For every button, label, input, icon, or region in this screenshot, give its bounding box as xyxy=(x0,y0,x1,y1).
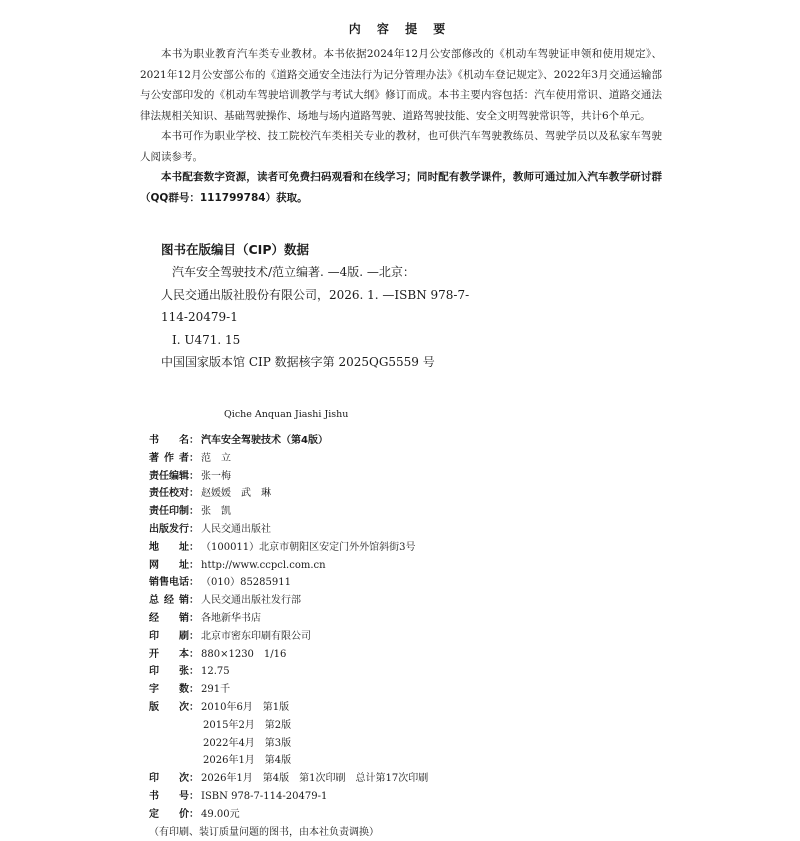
colophon-row xyxy=(149,592,428,610)
colophon-label xyxy=(149,592,199,610)
colophon-value: 12.75 xyxy=(201,666,230,678)
colophon-value: 2022年4月 第3版 xyxy=(203,737,292,749)
colophon-value: 2010年6月 第1版 xyxy=(201,701,290,713)
colophon-label-part: 次： xyxy=(179,701,199,713)
colophon-label-part: 销售电话： xyxy=(149,577,199,589)
summary-title: 内 容 提 要 xyxy=(348,22,452,36)
colophon-label-part: 印 xyxy=(149,666,159,678)
colophon-label xyxy=(149,503,199,521)
colophon-label xyxy=(149,699,199,717)
colophon-value: 范 立 xyxy=(201,452,231,464)
colophon-label-part: 版 xyxy=(149,701,159,713)
summary-paragraph: 本书可作为职业学校、技工院校汽车类相关专业的教材，也可供汽车驾驶教练员、驾驶学员以及私家车驾驶人阅读参考。 xyxy=(140,130,662,163)
colophon-label-part: 数： xyxy=(179,684,199,696)
colophon-label xyxy=(149,663,199,681)
summary-block xyxy=(140,44,662,208)
colophon-row xyxy=(149,788,428,806)
colophon-value: 2026年1月 第4版 第1次印刷 总计第17次印刷 xyxy=(201,773,429,785)
summary-paragraph: 本书为职业教育汽车类专业教材。本书依据2024年12月公安部修改的《机动车驾驶证申领和使用规定》、2021年12月公安部公布的《道路交通安全违法行为记分管理办法》《机动车登记规定》、2022年3月交通运输部与公安部印发的《机动车驾驶培训教学与考试大纲》修订而成。本书主要内容包括：汽车使用常识、道路交通法律法规相关知识、基础驾驶操作、场地与场内道路驾驶、道路驾驶技能、安全文明驾驶常识等，共计6个单元。 xyxy=(140,48,662,122)
colophon-value: 2026年1月 第4版 xyxy=(203,755,292,767)
colophon-row xyxy=(149,450,428,468)
colophon-row xyxy=(149,663,428,681)
colophon-label-part: 本： xyxy=(179,648,199,660)
colophon-value: 880×1230 1/16 xyxy=(201,648,287,660)
colophon-label-part: 张： xyxy=(179,666,199,678)
cip-line: 114-20479-1 xyxy=(161,310,238,324)
colophon-label xyxy=(149,681,199,699)
colophon-label-part: 经 xyxy=(149,612,159,624)
colophon-row xyxy=(149,574,428,592)
colophon-row xyxy=(149,717,428,735)
colophon-label-part: 印 xyxy=(149,773,159,785)
colophon-value: 人民交通出版社 xyxy=(201,523,271,535)
colophon-label-part: 号： xyxy=(179,790,199,802)
colophon-label xyxy=(149,806,199,824)
colophon-value: http://www.ccpcl.com.cn xyxy=(201,559,326,571)
colophon-row xyxy=(149,485,428,503)
cip-heading: 图书在版编目（CIP）数据 xyxy=(161,242,309,257)
colophon-row xyxy=(149,521,428,539)
colophon-label xyxy=(149,646,199,664)
colophon-label-part: 名： xyxy=(179,435,199,446)
quality-note: （有印刷、装订质量问题的图书，由本社负责调换） xyxy=(149,826,379,838)
colophon-label-part: 址： xyxy=(179,541,199,553)
colophon-row xyxy=(149,468,428,486)
colophon-table xyxy=(149,432,428,841)
colophon-label xyxy=(149,610,199,628)
colophon-row xyxy=(149,610,428,628)
cip-line: 汽车安全驾驶技术/范立编著. —4版. —北京： xyxy=(172,265,415,279)
pinyin-title: Qiche Anquan Jiashi Jishu xyxy=(224,409,349,420)
colophon-label-part: 销： xyxy=(179,595,199,607)
colophon-label xyxy=(149,521,199,539)
colophon-label-part: 责任印制： xyxy=(149,506,199,518)
colophon-value: 北京市密东印刷有限公司 xyxy=(201,630,311,642)
colophon-label xyxy=(149,788,199,806)
colophon-value: 各地新华书店 xyxy=(201,612,261,624)
colophon-label-part: 网 xyxy=(149,559,159,571)
colophon-row xyxy=(149,806,428,824)
colophon-label xyxy=(149,450,199,468)
cip-line: Ⅰ. U471. 15 xyxy=(172,332,241,347)
colophon-value: 人民交通出版社发行部 xyxy=(201,595,301,607)
colophon-value: 2015年2月 第2版 xyxy=(203,719,292,731)
colophon-value: （100011）北京市朝阳区安定门外外馆斜街3号 xyxy=(201,541,416,553)
colophon-label xyxy=(149,628,199,646)
cip-line: 中国国家版本馆 CIP 数据核字第 2025QG5559 号 xyxy=(161,355,435,369)
colophon-label-part: 次： xyxy=(179,773,199,785)
colophon-value: 张一梅 xyxy=(201,470,231,482)
cip-block xyxy=(161,261,470,374)
colophon-row xyxy=(149,681,428,699)
colophon-label xyxy=(149,432,199,450)
colophon-value: 赵媛媛 武 琳 xyxy=(201,488,271,500)
colophon-label xyxy=(149,485,199,503)
colophon-label-part: 址： xyxy=(179,559,199,571)
colophon-label-part: 者： xyxy=(179,452,199,464)
colophon-value: 汽车安全驾驶技术（第4版） xyxy=(201,435,328,446)
colophon-value: 张 凯 xyxy=(201,506,231,518)
colophon-label-part: 定 xyxy=(149,808,159,820)
colophon-label-part: 经 xyxy=(164,595,174,607)
colophon-label-part: 字 xyxy=(149,684,159,696)
colophon-label-part: 价： xyxy=(179,808,199,820)
colophon-label-part: 出版发行： xyxy=(149,523,199,535)
colophon-label-part: 书 xyxy=(149,435,159,446)
colophon-row xyxy=(149,770,428,788)
colophon-row xyxy=(149,752,428,770)
cip-line: 人民交通出版社股份有限公司，2026. 1. —ISBN 978-7- xyxy=(161,287,470,302)
colophon-row xyxy=(149,503,428,521)
digital-resources-paragraph: 本书配套数字资源，读者可免费扫码观看和在线学习；同时配有教学课件，教师可通过加入汽车教学研讨群（QQ群号：111799784）获取。 xyxy=(140,171,662,204)
colophon-label xyxy=(149,468,199,486)
colophon-label-part: 作 xyxy=(164,452,174,464)
colophon-label-part: 开 xyxy=(149,648,159,660)
colophon-label-part: 地 xyxy=(149,541,159,553)
colophon-row xyxy=(149,539,428,557)
colophon-value: ISBN 978-7-114-20479-1 xyxy=(201,790,328,802)
colophon-label-part: 责任编辑： xyxy=(149,470,199,482)
colophon-row xyxy=(149,699,428,717)
colophon-label xyxy=(149,539,199,557)
colophon-row xyxy=(149,646,428,664)
colophon-label-part: 销： xyxy=(179,612,199,624)
colophon-label-part: 刷： xyxy=(179,630,199,642)
colophon-label xyxy=(149,574,199,592)
colophon-label-part: 著 xyxy=(149,452,159,464)
colophon-label-part: 书 xyxy=(149,790,159,802)
colophon-row xyxy=(149,432,428,450)
colophon-label xyxy=(149,557,199,575)
colophon-label-part: 印 xyxy=(149,630,159,642)
colophon-value: （010）85285911 xyxy=(201,577,291,589)
colophon-label-part: 总 xyxy=(149,595,159,607)
colophon-label-part: 责任校对： xyxy=(149,488,199,500)
colophon-row xyxy=(149,735,428,753)
colophon-row xyxy=(149,557,428,575)
colophon-row xyxy=(149,628,428,646)
colophon-value: 291千 xyxy=(201,684,231,696)
colophon-label xyxy=(149,770,199,788)
colophon-value: 49.00元 xyxy=(201,808,240,820)
